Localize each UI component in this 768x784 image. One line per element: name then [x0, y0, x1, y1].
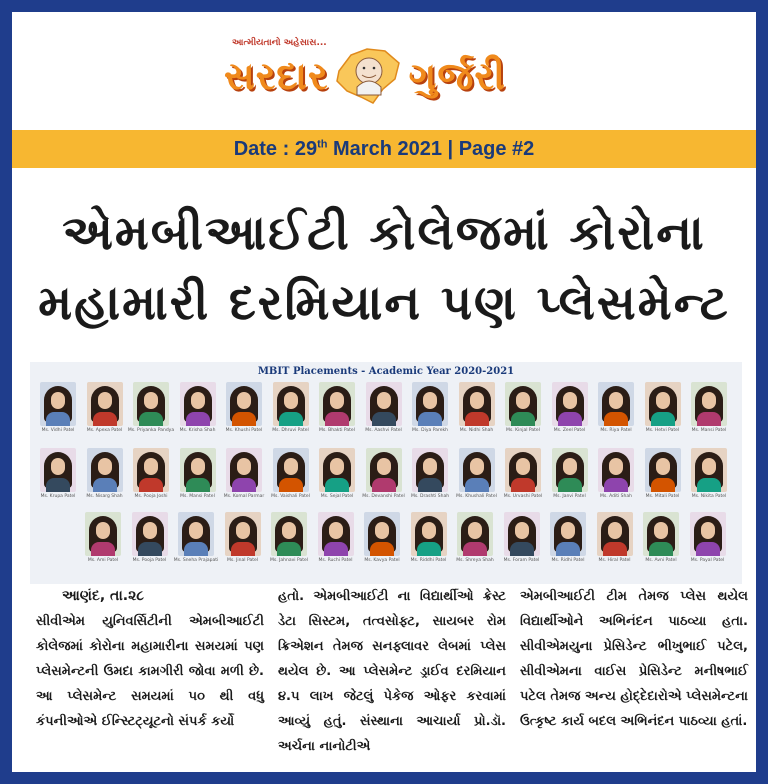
article-column-3: એમબીઆઈટી ટીમ તેમજ પ્લેસ થયેલ વિદ્યાર્થીઓને અભિનંદન પાઠવ્યા હતા. સીવીએમયુના પ્રેસિડેન્ટ ભીખુભાઈ પટેલ, સીવીએમના વાઈસ પ્રેસિડેન્ટ મનીષભાઈ પટેલ તેમજ અન્ય હોદ્દેદારોએ પ્લેસમેન્ટના ઉત્કૃષ્ટ કાર્ય બદલ અભિનંદન પાઠવ્યા હતાં. [520, 589, 748, 729]
student-photo [132, 512, 168, 556]
student-caption: Ms. Zeel Patel [553, 428, 586, 433]
student-caption: Ms. Mansi Patel [180, 494, 215, 499]
student-caption: Ms. Pooja Patel [132, 558, 167, 563]
logo-word-right: ગુર્જરી [408, 53, 506, 98]
headline [12, 198, 756, 338]
student-photo [552, 448, 588, 492]
placements-photo-board [30, 362, 742, 584]
student-caption: Ms. Vidhi Patel [41, 428, 75, 433]
date-suffix-sup: th [317, 137, 328, 150]
board-title: MBIT Placements - Academic Year 2020-2021 [257, 366, 515, 377]
student-caption: Ms. Krisha Shah [179, 428, 216, 433]
student-caption: Ms. Priyanka Pandya [127, 428, 175, 433]
student-caption: Ms. Foram Patel [503, 558, 540, 563]
article-column-1 [36, 584, 264, 734]
student-caption: Ms. Khushali Patel [456, 494, 497, 499]
student-caption: Ms. Hetvi Patel [645, 428, 680, 433]
student-caption: Ms. Sejal Patel [320, 494, 354, 499]
newspaper-logo [224, 46, 506, 106]
student-photo [412, 448, 448, 492]
student-caption: Ms. Kinjal Patel [506, 428, 540, 433]
student-photo [178, 512, 214, 556]
student-photo [226, 448, 262, 492]
date-bar [12, 130, 756, 168]
student-photo [319, 382, 355, 426]
student-caption: Ms. Nidhi Shah [459, 428, 494, 433]
student-photo [412, 382, 448, 426]
student-caption: Ms. Jinal Patel [226, 558, 258, 563]
student-photo [85, 512, 121, 556]
student-caption: Ms. Nisarg Shah [86, 494, 123, 499]
student-photo [366, 382, 402, 426]
student-caption: Ms. Kavya Patel [364, 558, 400, 563]
logo-word-left: સરદાર [224, 53, 329, 98]
student-caption: Ms. Apexa Patel [86, 428, 123, 433]
student-caption: Ms. Hiral Patel [598, 558, 631, 563]
date-prefix: Date : 29 [233, 137, 318, 160]
student-photo [271, 512, 307, 556]
student-photo [133, 448, 169, 492]
student-photo [550, 512, 586, 556]
student-photo [364, 512, 400, 556]
student-caption: Ms. Riddhi Patel [410, 558, 447, 563]
student-photo [459, 448, 495, 492]
student-photo [366, 448, 402, 492]
student-photo [225, 512, 261, 556]
student-photo [643, 512, 679, 556]
newspaper-clipping [12, 12, 756, 772]
student-caption: Ms. Dhruvi Patel [272, 428, 309, 433]
student-caption: Ms. Avni Patel [645, 558, 677, 563]
student-photo [645, 448, 681, 492]
date-month-page: March 2021 | Page #2 [327, 137, 535, 160]
student-photo [459, 382, 495, 426]
student-caption: Ms. Sneha Prajapati [173, 558, 219, 563]
student-caption: Ms. Mansi Patel [691, 428, 727, 433]
student-caption: Ms. Jahnavi Patel [269, 558, 309, 563]
student-photo [87, 448, 123, 492]
gujarat-map-portrait-icon [333, 41, 405, 111]
student-caption: Ms. Vaishali Patel [271, 494, 310, 499]
student-caption: Ms. Mitali Patel [645, 494, 680, 499]
student-caption: Ms. Shreya Shah [456, 558, 494, 563]
student-caption: Ms. Nikita Patel [691, 494, 727, 499]
article-dateline: આણંદ, તા.૨૮ [62, 588, 144, 604]
student-photo [598, 382, 634, 426]
student-photo [505, 448, 541, 492]
student-caption: Ms. Bhakti Patel [319, 428, 355, 433]
student-caption: Ms. Payal Patel [690, 558, 725, 563]
student-caption: Ms. Devanshi Patel [362, 494, 405, 499]
student-caption: Ms. Riya Patel [600, 428, 632, 433]
student-photo [645, 382, 681, 426]
student-photo [87, 382, 123, 426]
student-caption: Ms. Diya Parekh [412, 428, 448, 433]
student-photo [598, 448, 634, 492]
student-caption: Ms. Aashvi Patel [365, 428, 402, 433]
student-caption: Ms. Aditi Shah [600, 494, 632, 499]
student-caption: Ms. Janvi Patel [553, 494, 586, 499]
student-caption: Ms. Ridhi Patel [551, 558, 585, 563]
article-column-2: હતો. એમબીઆઈટી ના વિદ્યાર્થીઓ ક્રેસ્ટ ડેટા સિસ્ટમ, તત્વસોફ્ટ, સાયબર રોમ ક્રિએશન તેમજ સનફ્લાવર લેબમાં પ્લેસ થયેલ છે. આ પ્લેસમેન્ટ ડ્રાઈવ દરમિયાન ૪.૫ લાખ જેટલું પેકેજ ઓફર કરવામાં આવ્યું હતું. સંસ્થાના આચાર્યા પ્રો.ડૉ. અર્ચના નાનોટીએ [278, 589, 506, 754]
student-photo [318, 512, 354, 556]
student-photo [40, 382, 76, 426]
student-caption: Ms. Ami Patel [87, 558, 119, 563]
student-photo [40, 448, 76, 492]
student-caption: Ms. Khushi Patel [225, 428, 263, 433]
student-photo [552, 382, 588, 426]
student-photo [180, 448, 216, 492]
student-caption: Ms. Pooja Joshi [134, 494, 168, 499]
student-caption: Ms. Urvashi Patel [503, 494, 543, 499]
student-photo [273, 448, 309, 492]
student-photo [691, 382, 727, 426]
student-photo [690, 512, 726, 556]
article-column-1-text: સીવીએમ યુનિવર્સિટીની એમબીઆઈટી કોલેજમાં કોરોના મહામારીના સમયમાં પણ પ્લેસમેન્ટની ઉમદા કામગીરી જોવા મળી છે. આ પ્લેસમેન્ટ સમયમાં ૫૦ થી વધુ કંપનીઓએ ઈન્સ્ટિટ્યૂટનો સંપર્ક કર્યો [36, 614, 264, 729]
masthead [12, 12, 756, 130]
date-text [234, 138, 535, 161]
masthead-tagline: આત્મીયતાનો અહેસાસ... [232, 38, 327, 48]
headline-line-1: એમબીઆઈટી કોલેજમાં કોરોના [62, 205, 706, 261]
student-photo [504, 512, 540, 556]
student-caption: Ms. Komal Parmar [223, 494, 265, 499]
article-body [36, 584, 748, 764]
student-caption: Ms. Ruchi Patel [318, 558, 353, 563]
student-photo [180, 382, 216, 426]
student-photo [457, 512, 493, 556]
student-photo [133, 382, 169, 426]
student-photo [226, 382, 262, 426]
student-caption: Ms. Krupa Patel [40, 494, 76, 499]
student-photo [319, 448, 355, 492]
headline-line-2: મહામારી દરમિયાન પણ પ્લેસમેન્ટ [38, 275, 730, 331]
student-photo [273, 382, 309, 426]
student-photo [505, 382, 541, 426]
student-caption: Ms. Drashti Shah [410, 494, 450, 499]
student-photo [691, 448, 727, 492]
student-photo [411, 512, 447, 556]
student-photo [597, 512, 633, 556]
